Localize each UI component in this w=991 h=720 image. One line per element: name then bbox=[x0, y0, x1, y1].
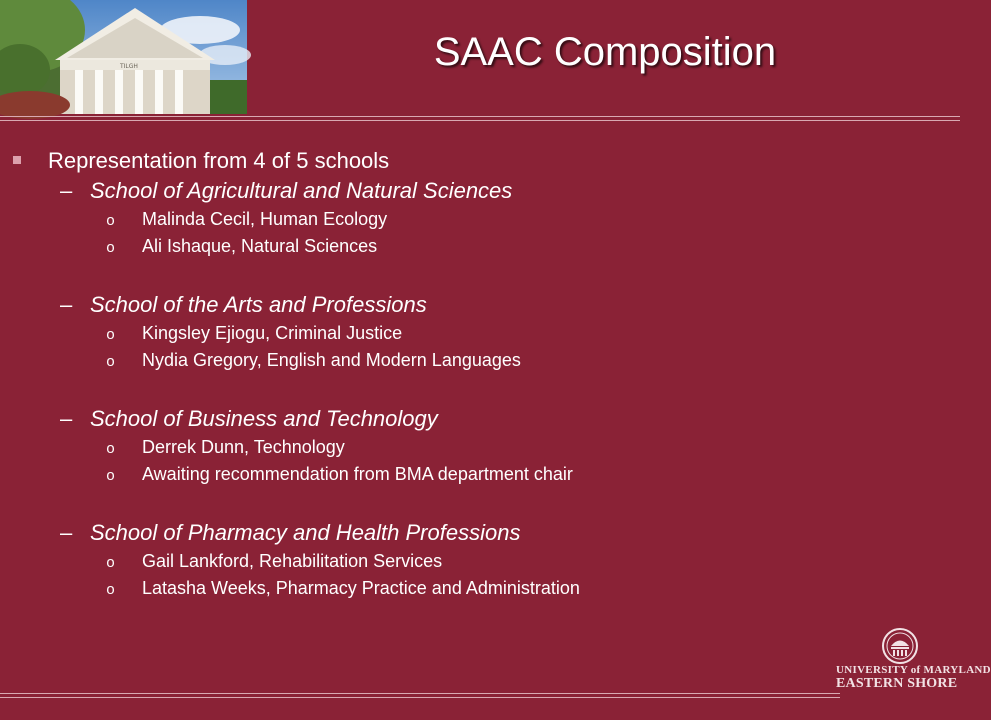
member-item bbox=[0, 461, 960, 488]
member-text: Latasha Weeks, Pharmacy Practice and Administration bbox=[142, 578, 580, 598]
dash-marker: – bbox=[60, 520, 73, 545]
school-name: School of Pharmacy and Health Professions bbox=[90, 520, 521, 545]
school-name: School of the Arts and Professions bbox=[90, 292, 427, 317]
svg-text:TILGH: TILGH bbox=[120, 63, 138, 70]
circle-bullet-icon: o bbox=[106, 354, 116, 371]
dash-marker: – bbox=[60, 178, 73, 203]
member-text: Derrek Dunn, Technology bbox=[142, 437, 345, 457]
member-item bbox=[0, 434, 960, 461]
spacer bbox=[0, 488, 960, 518]
member-item bbox=[0, 347, 960, 374]
school-heading bbox=[0, 404, 960, 434]
campus-building-photo bbox=[0, 0, 247, 114]
university-seal-icon bbox=[836, 624, 960, 664]
member-text: Awaiting recommendation from BMA department chair bbox=[142, 464, 573, 484]
member-item bbox=[0, 320, 960, 347]
spacer bbox=[0, 374, 960, 404]
dash-marker: – bbox=[60, 292, 73, 317]
circle-bullet-icon: o bbox=[106, 468, 116, 485]
circle-bullet-icon: o bbox=[106, 213, 116, 230]
circle-bullet-icon: o bbox=[106, 327, 116, 344]
school-name: School of Business and Technology bbox=[90, 406, 438, 431]
member-text: Kingsley Ejiogu, Criminal Justice bbox=[142, 323, 403, 343]
main-bullet-text: Representation from 4 of 5 schools bbox=[48, 148, 390, 173]
circle-bullet-icon: o bbox=[106, 240, 116, 257]
logo-university-text: UNIVERSITY of MARYLAND bbox=[836, 664, 991, 676]
circle-bullet-icon: o bbox=[106, 582, 116, 599]
member-text: Gail Lankford, Rehabilitation Services bbox=[142, 551, 443, 571]
logo-campus-text: EASTERN SHORE bbox=[836, 676, 958, 691]
main-bullet bbox=[0, 146, 960, 176]
slide-title: SAAC Composition bbox=[433, 30, 777, 74]
member-item bbox=[0, 206, 960, 233]
spacer bbox=[0, 260, 960, 290]
circle-bullet-icon: o bbox=[106, 441, 116, 458]
bottom-divider bbox=[0, 693, 840, 694]
member-item bbox=[0, 575, 960, 602]
school-name: School of Agricultural and Natural Sciences bbox=[90, 178, 513, 203]
slide-body bbox=[0, 146, 960, 602]
school-heading bbox=[0, 518, 960, 548]
member-item bbox=[0, 233, 960, 260]
school-heading bbox=[0, 176, 960, 206]
bottom-divider-secondary bbox=[0, 697, 840, 698]
member-text: Nydia Gregory, English and Modern Languages bbox=[142, 350, 521, 370]
dash-marker: – bbox=[60, 406, 73, 431]
member-text: Ali Ishaque, Natural Sciences bbox=[142, 236, 378, 256]
member-item bbox=[0, 548, 960, 575]
circle-bullet-icon: o bbox=[106, 555, 116, 572]
school-heading bbox=[0, 290, 960, 320]
top-divider bbox=[0, 116, 960, 117]
university-logo bbox=[836, 624, 991, 694]
member-text: Malinda Cecil, Human Ecology bbox=[142, 209, 388, 229]
square-bullet-icon bbox=[13, 156, 21, 164]
top-divider-secondary bbox=[0, 120, 960, 121]
